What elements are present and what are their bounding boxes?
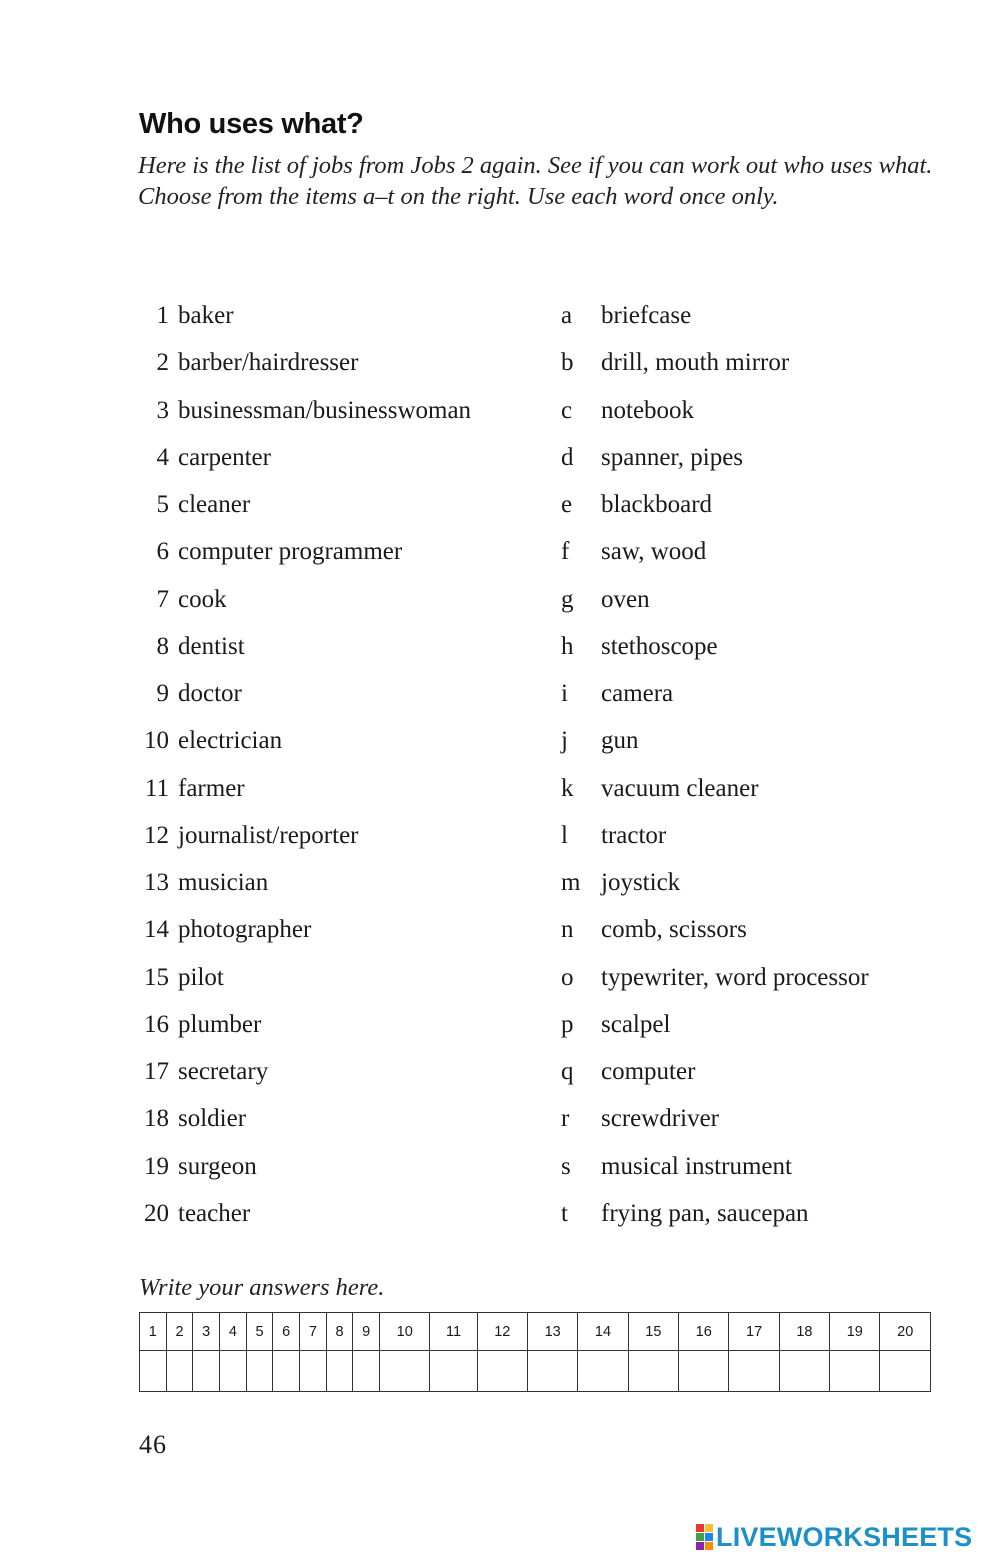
job-row [139, 1147, 549, 1187]
answer-input-cell[interactable] [380, 1351, 430, 1392]
answers-label: Write your answers here. [139, 1274, 385, 1301]
job-row [139, 580, 549, 620]
job-number: 13 [144, 869, 169, 896]
item-name: drill, mouth mirror [601, 349, 790, 377]
job-number: 10 [144, 727, 169, 755]
job-name: pilot [178, 963, 224, 991]
job-name: surgeon [178, 1152, 257, 1180]
item-row [561, 958, 941, 998]
logo-mark-square [696, 1542, 704, 1550]
item-row [561, 580, 941, 620]
answer-number-cell: 17 [729, 1313, 779, 1351]
job-row [139, 721, 549, 761]
item-letter: k [561, 774, 574, 802]
item-name: typewriter, word processor [601, 963, 869, 991]
answer-number-cell: 2 [166, 1313, 193, 1351]
page-title: Who uses what? [139, 108, 364, 140]
item-letter: a [561, 302, 573, 329]
item-name: spanner, pipes [601, 443, 744, 471]
item-name: screwdriver [601, 1105, 719, 1133]
item-row [561, 674, 941, 714]
item-letter: f [561, 538, 570, 566]
job-row [139, 1005, 549, 1045]
job-number: 20 [144, 1199, 169, 1227]
answer-input-cell[interactable] [273, 1351, 300, 1392]
logo-mark-square [705, 1542, 713, 1550]
answer-input-cell[interactable] [430, 1351, 477, 1392]
job-number: 16 [144, 1010, 169, 1038]
item-name: stethoscope [601, 632, 718, 660]
job-row [139, 532, 549, 572]
item-row [561, 863, 941, 903]
item-row [561, 296, 941, 336]
logo-mark-square [696, 1524, 704, 1532]
item-name: comb, scissors [601, 916, 747, 944]
job-number: 3 [156, 396, 169, 424]
answer-input-cell[interactable] [246, 1351, 273, 1392]
job-number: 15 [144, 963, 169, 991]
answer-number-row [140, 1313, 931, 1351]
job-row [139, 863, 549, 903]
answer-input-cell[interactable] [729, 1351, 779, 1392]
answer-input-cell[interactable] [193, 1351, 220, 1392]
item-letter: e [561, 491, 573, 518]
answer-input-cell[interactable] [578, 1351, 628, 1392]
job-name: electrician [178, 727, 283, 755]
item-letter: c [561, 396, 573, 424]
job-name: soldier [178, 1105, 247, 1133]
answer-number-cell: 14 [578, 1313, 628, 1351]
answer-number-cell: 19 [830, 1313, 880, 1351]
liveworksheets-logo [696, 1522, 972, 1552]
job-number: 12 [144, 821, 169, 849]
answer-input-cell[interactable] [140, 1351, 167, 1392]
item-letter: t [561, 1199, 568, 1227]
job-row [139, 910, 549, 950]
liveworksheets-logo-icon [696, 1524, 713, 1550]
item-letter: p [561, 1010, 574, 1038]
job-name: musician [178, 869, 269, 896]
job-name: farmer [178, 774, 245, 802]
item-name: notebook [601, 396, 695, 424]
job-row [139, 674, 549, 714]
item-row [561, 1099, 941, 1139]
item-letter: g [561, 585, 574, 613]
answer-number-cell: 18 [779, 1313, 829, 1351]
item-letter: h [561, 632, 574, 660]
item-letter: r [561, 1105, 570, 1133]
item-row [561, 1194, 941, 1234]
logo-text: LIVEWORKSHEETS [716, 1521, 973, 1552]
job-number: 19 [144, 1152, 169, 1180]
answer-number-cell: 12 [477, 1313, 527, 1351]
item-letter: j [561, 727, 568, 755]
job-number: 4 [156, 443, 169, 471]
item-name: frying pan, saucepan [601, 1199, 809, 1227]
job-number: 1 [156, 302, 169, 329]
answer-input-cell[interactable] [830, 1351, 880, 1392]
item-letter: d [561, 443, 574, 471]
job-name: computer programmer [178, 538, 403, 566]
answer-input-cell[interactable] [300, 1351, 327, 1392]
logo-mark-square [705, 1533, 713, 1541]
item-row [561, 1052, 941, 1092]
answer-input-cell[interactable] [880, 1351, 931, 1392]
answer-input-cell[interactable] [166, 1351, 193, 1392]
job-name: baker [178, 302, 234, 329]
job-name: teacher [178, 1199, 251, 1227]
answer-number-cell: 16 [679, 1313, 729, 1351]
item-name: computer [601, 1058, 696, 1085]
answer-grid [139, 1312, 931, 1392]
job-name: cook [178, 585, 227, 613]
job-number: 5 [156, 491, 169, 518]
item-row [561, 343, 941, 383]
answer-input-cell[interactable] [527, 1351, 577, 1392]
job-name: plumber [178, 1010, 262, 1038]
job-name: doctor [178, 680, 242, 707]
job-number: 6 [156, 538, 169, 566]
job-row [139, 343, 549, 383]
answer-number-cell: 15 [628, 1313, 678, 1351]
answer-input-cell[interactable] [326, 1351, 353, 1392]
job-row [139, 769, 549, 809]
item-row [561, 1147, 941, 1187]
item-name: gun [601, 727, 639, 755]
job-row [139, 438, 549, 478]
answer-number-cell: 4 [220, 1313, 247, 1351]
job-row [139, 296, 549, 336]
answer-input-cell[interactable] [779, 1351, 829, 1392]
logo-mark-square [705, 1524, 713, 1532]
item-letter: n [561, 916, 574, 944]
item-name: tractor [601, 821, 667, 849]
job-number: 9 [156, 680, 169, 707]
job-name: dentist [178, 632, 245, 660]
item-name: oven [601, 585, 650, 613]
answer-number-cell: 1 [140, 1313, 167, 1351]
job-row [139, 1194, 549, 1234]
answer-number-cell: 9 [353, 1313, 380, 1351]
job-name: barber/hairdresser [178, 349, 359, 377]
item-row [561, 438, 941, 478]
item-row [561, 485, 941, 525]
instructions: Here is the list of jobs from Jobs 2 again. See if you can work out who uses what. Choose from the items a–t on the right. Use each word once only. [138, 152, 933, 210]
answer-input-cell[interactable] [679, 1351, 729, 1392]
item-name: briefcase [601, 302, 692, 329]
job-name: photographer [178, 916, 312, 944]
job-row [139, 816, 549, 856]
item-row [561, 391, 941, 431]
item-row [561, 721, 941, 761]
item-letter: q [561, 1058, 574, 1085]
job-number: 2 [156, 349, 169, 377]
job-row [139, 391, 549, 431]
answer-input-cell[interactable] [220, 1351, 247, 1392]
answer-number-cell: 6 [273, 1313, 300, 1351]
item-letter: i [561, 680, 568, 707]
job-name: journalist/reporter [178, 821, 359, 849]
item-name: musical instrument [601, 1152, 792, 1180]
job-number: 14 [144, 916, 169, 944]
item-row [561, 532, 941, 572]
item-letter: m [561, 869, 581, 896]
logo-mark-square [696, 1533, 704, 1541]
job-row [139, 1099, 549, 1139]
item-name: camera [601, 680, 674, 707]
job-row [139, 627, 549, 667]
job-number: 11 [144, 774, 169, 802]
item-letter: s [561, 1152, 571, 1180]
job-name: secretary [178, 1058, 269, 1085]
item-row [561, 816, 941, 856]
answer-number-cell: 7 [300, 1313, 327, 1351]
item-row [561, 769, 941, 809]
item-letter: l [561, 821, 568, 849]
item-row [561, 1005, 941, 1045]
item-row [561, 910, 941, 950]
answer-number-cell: 13 [527, 1313, 577, 1351]
answer-input-cell[interactable] [477, 1351, 527, 1392]
job-row [139, 485, 549, 525]
item-letter: o [561, 963, 574, 991]
job-name: cleaner [178, 491, 251, 518]
answer-number-cell: 5 [246, 1313, 273, 1351]
item-letter: b [561, 349, 574, 377]
job-number: 8 [156, 632, 169, 660]
job-row [139, 1052, 549, 1092]
answer-number-cell: 20 [880, 1313, 931, 1351]
item-name: blackboard [601, 491, 713, 518]
answer-input-cell[interactable] [353, 1351, 380, 1392]
job-row [139, 958, 549, 998]
page-number: 46 [139, 1430, 167, 1459]
item-name: vacuum cleaner [601, 774, 759, 802]
job-number: 7 [156, 585, 169, 613]
answer-number-cell: 8 [326, 1313, 353, 1351]
item-name: saw, wood [601, 538, 707, 566]
item-row [561, 627, 941, 667]
job-name: carpenter [178, 443, 271, 471]
answer-number-cell: 10 [380, 1313, 430, 1351]
answer-number-cell: 3 [193, 1313, 220, 1351]
item-name: joystick [601, 869, 681, 896]
job-number: 18 [144, 1105, 169, 1133]
answer-input-row [140, 1351, 931, 1392]
answer-number-cell: 11 [430, 1313, 477, 1351]
job-number: 17 [144, 1058, 169, 1085]
job-name: businessman/businesswoman [178, 396, 472, 424]
item-name: scalpel [601, 1010, 671, 1038]
answer-input-cell[interactable] [628, 1351, 678, 1392]
